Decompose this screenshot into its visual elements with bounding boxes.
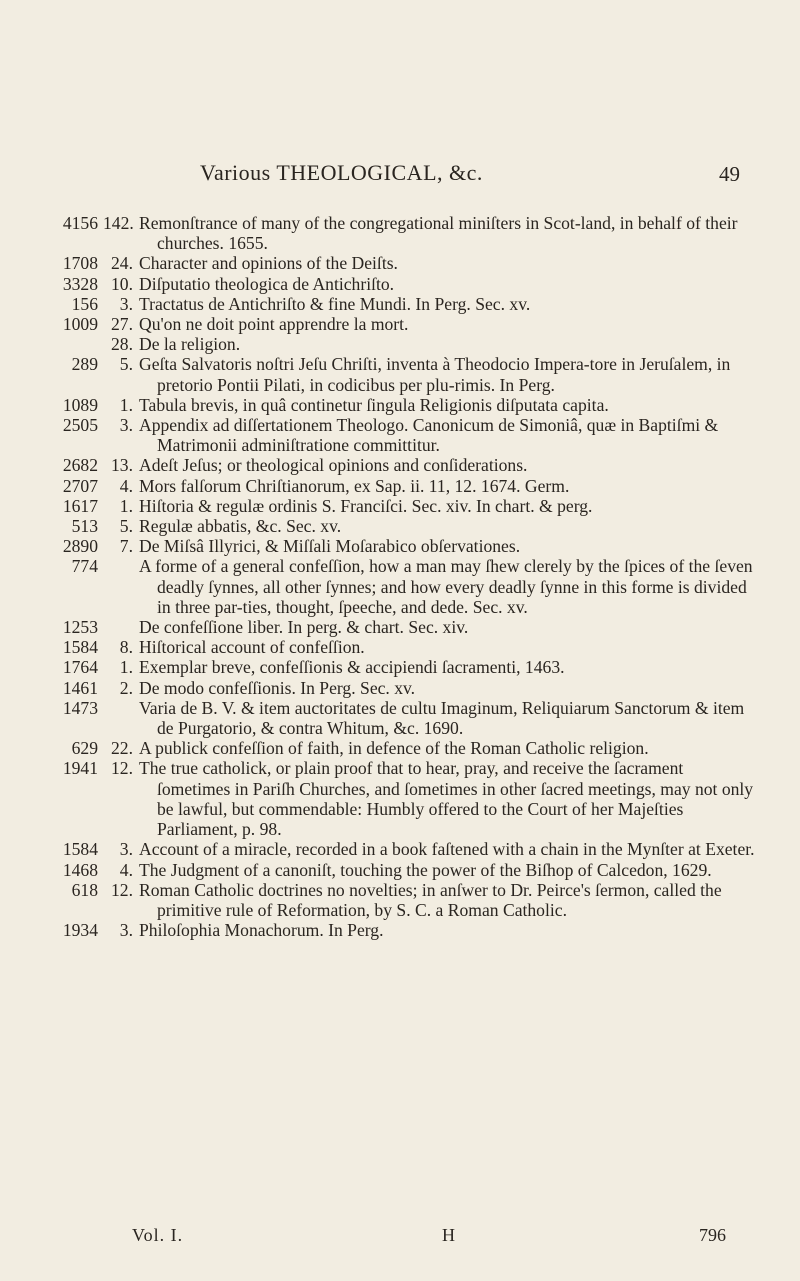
shelf-number: 1617 [62, 495, 98, 516]
item-number: 12. [111, 758, 133, 779]
item-number: 1. [119, 394, 133, 415]
item-number: 24. [111, 253, 133, 274]
shelf-number: 2707 [62, 475, 98, 496]
shelf-number: 774 [71, 556, 98, 577]
catalog-entry [0, 860, 800, 880]
entry-description: Exemplar breve, confeſſionis & accipiendi ſacramenti, 1463. [139, 657, 565, 678]
entry-description: A forme of a general confeſſion, how a man may ſhew clerely by the ſpices of the ſeven deadly ſynnes, all other ſynnes; and how every deadly ſynne in this forme is divided in three par-ties, thought, ſpeeche, and dede. Sec. xv. [139, 556, 753, 617]
entry-description: Regulæ abbatis, &c. Sec. xv. [139, 516, 342, 537]
shelf-number: 1253 [62, 617, 98, 638]
entry-description: The true catholick, or plain proof that to hear, pray, and receive the ſacrament ſometimes in Pariſh Churches, and ſometimes in other ſacred meetings, may not only be lawful, but commendable: Humbly offered to the Court of her Majeſties Parliament, p. 98. [139, 758, 754, 840]
shelf-number: 156 [71, 293, 98, 314]
item-number: 4. [119, 859, 133, 880]
catalog-entry [0, 738, 800, 758]
shelf-number: 1009 [62, 314, 98, 335]
shelf-number: 2505 [62, 415, 98, 436]
entry-description: Account of a miracle, recorded in a book faſtened with a chain in the Mynſter at Exeter. [139, 839, 755, 860]
entry-description: Tabula brevis, in quâ continetur ſingula Religionis diſputata capita. [139, 394, 609, 415]
item-number: 3. [119, 415, 133, 436]
catalog-entry [0, 839, 800, 859]
entry-description: A publick confeſſion of faith, in defence of the Roman Catholic religion. [139, 738, 649, 759]
shelf-number: 1941 [62, 758, 98, 779]
shelf-number: 1468 [62, 859, 98, 880]
catalog-entry [0, 334, 800, 354]
catalog-entry [0, 617, 800, 637]
catalog-entry [0, 516, 800, 536]
shelf-number: 513 [71, 516, 98, 537]
catalog-entry [0, 880, 800, 920]
entry-description: Tractatus de Antichriſto & fine Mundi. In Perg. Sec. xv. [139, 293, 531, 314]
item-number: 5. [119, 516, 133, 537]
entry-description: The Judgment of a canoniſt, touching the power of the Biſhop of Calcedon, 1629. [139, 859, 712, 880]
entry-description: Hiſtorical account of confeſſion. [139, 637, 365, 658]
item-number: 8. [119, 637, 133, 658]
catalog-list [0, 213, 800, 940]
shelf-number: 618 [71, 879, 98, 900]
catalog-entry [0, 415, 800, 455]
shelf-number: 1934 [62, 920, 98, 941]
catalog-entry [0, 354, 800, 394]
item-number: 4. [119, 475, 133, 496]
item-number: 2. [119, 677, 133, 698]
shelf-number: 1089 [62, 394, 98, 415]
item-number: 1. [119, 495, 133, 516]
catalog-entry [0, 395, 800, 415]
catalog-entry [0, 294, 800, 314]
catalog-entry [0, 213, 800, 253]
entry-description: Character and opinions of the Deiſts. [139, 253, 398, 274]
catalog-entry [0, 698, 800, 738]
catalog-entry [0, 496, 800, 516]
page-number: 49 [719, 162, 740, 186]
item-number: 12. [111, 879, 133, 900]
catchword: 796 [699, 1225, 726, 1245]
catalog-entry [0, 758, 800, 839]
item-number: 22. [111, 738, 133, 759]
page-footer [0, 1225, 800, 1249]
item-number: 10. [111, 273, 133, 294]
item-number: 1. [119, 657, 133, 678]
entry-description: Geſta Salvatoris noſtri Jeſu Chriſti, inventa à Theodocio Impera-tore in Jeruſalem, in pretorio Pontii Pilati, in codicibus per plu-rimis. In Perg. [139, 354, 731, 395]
shelf-number: 1473 [62, 697, 98, 718]
item-number: 28. [111, 334, 133, 355]
entry-description: Varia de B. V. & item auctoritates de cultu Imaginum, Reliquiarum Sanctorum & item de Purgatorio, & contra Whitum, &c. 1690. [139, 697, 745, 739]
shelf-number: 1461 [62, 677, 98, 698]
signature-mark: H [442, 1225, 455, 1245]
volume-label: Vol. I. [132, 1225, 184, 1245]
entry-description: Philoſophia Monachorum. In Perg. [139, 920, 384, 941]
catalog-entry [0, 455, 800, 475]
shelf-number: 3328 [62, 273, 98, 294]
entry-description: Mors falſorum Chriſtianorum, ex Sap. ii. 11, 12. 1674. Germ. [139, 475, 570, 496]
catalog-entry [0, 314, 800, 334]
running-title: Various THEOLOGICAL, &c. [200, 160, 483, 185]
entry-description: De la religion. [139, 334, 241, 355]
catalog-entry [0, 678, 800, 698]
entry-description: De modo confeſſionis. In Perg. Sec. xv. [139, 677, 416, 698]
running-header [200, 160, 740, 190]
catalog-entry [0, 476, 800, 496]
shelf-number: 1584 [62, 637, 98, 658]
entry-description: Qu'on ne doit point apprendre la mort. [139, 314, 409, 335]
entry-description: Adeſt Jeſus; or theological opinions and conſiderations. [139, 455, 528, 476]
entry-description: De Miſsâ Illyrici, & Miſſali Moſarabico obſervationes. [139, 536, 521, 557]
shelf-number: 4156 [62, 213, 98, 233]
item-number: 142. [103, 213, 134, 233]
item-number: 27. [111, 314, 133, 335]
item-number: 7. [119, 536, 133, 557]
shelf-number: 1708 [62, 253, 98, 274]
shelf-number: 289 [71, 354, 98, 375]
catalog-entry [0, 920, 800, 940]
shelf-number: 629 [71, 738, 98, 759]
entry-description: Hiſtoria & regulæ ordinis S. Franciſci. Sec. xiv. In chart. & perg. [139, 495, 593, 516]
item-number: 3. [119, 293, 133, 314]
catalog-entry [0, 637, 800, 657]
catalog-entry [0, 253, 800, 273]
entry-description: Diſputatio theologica de Antichriſto. [139, 273, 395, 294]
catalog-entry [0, 556, 800, 617]
shelf-number: 2890 [62, 536, 98, 557]
shelf-number: 2682 [62, 455, 98, 476]
entry-description: Remonſtrance of many of the congregational miniſters in Scot-land, in behalf of their churches. 1655. [139, 213, 738, 254]
item-number: 3. [119, 920, 133, 941]
shelf-number: 1764 [62, 657, 98, 678]
catalog-entry [0, 274, 800, 294]
entry-description: De confeſſione liber. In perg. & chart. Sec. xiv. [139, 617, 469, 638]
item-number: 3. [119, 839, 133, 860]
shelf-number: 1584 [62, 839, 98, 860]
catalog-entry [0, 657, 800, 677]
entry-description: Appendix ad diſſertationem Theologo. Canonicum de Simoniâ, quæ in Baptiſmi & Matrimonii adminiſtratione committitur. [139, 415, 719, 456]
entry-description: Roman Catholic doctrines no novelties; in anſwer to Dr. Peirce's ſermon, called the primitive rule of Reformation, by S. C. a Roman Catholic. [139, 879, 722, 920]
item-number: 13. [111, 455, 133, 476]
catalog-entry [0, 536, 800, 556]
item-number: 5. [119, 354, 133, 375]
